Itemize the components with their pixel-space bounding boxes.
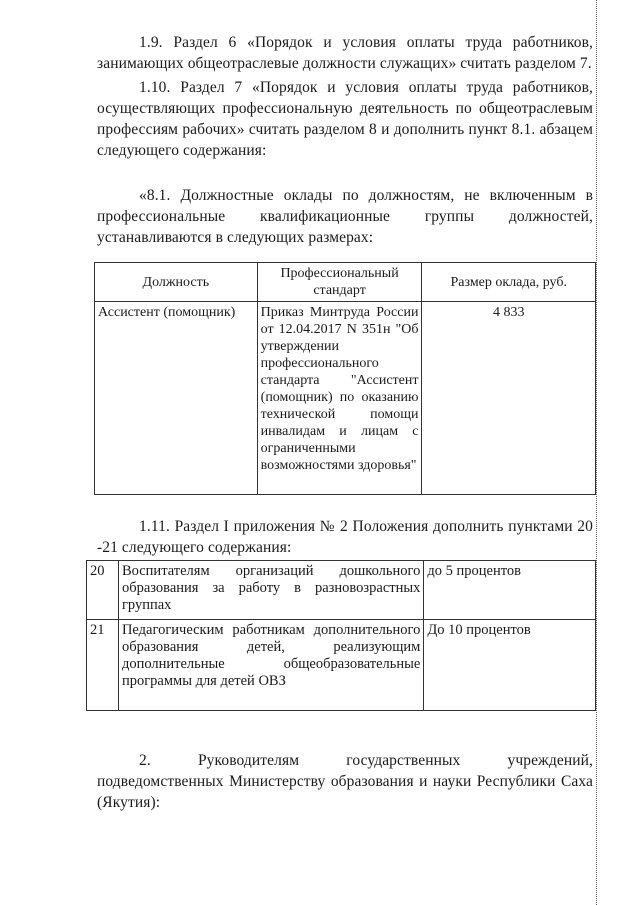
row-value: до 5 процентов bbox=[424, 561, 596, 620]
paragraph-8-1: «8.1. Должностные оклады по должностям, не включенным в профессиональные квалификационные группы должностей, устанавливаются в следующих размерах: bbox=[97, 187, 593, 246]
table-row bbox=[87, 561, 596, 620]
header-position: Должность bbox=[95, 263, 258, 302]
table-row bbox=[95, 302, 596, 495]
header-standard: Профессиональный стандарт bbox=[257, 263, 422, 302]
bonus-table bbox=[86, 560, 596, 711]
row-description: Педагогическим работникам дополнительного образования детей, реализующим дополнительные общеобразовательные программы для детей ОВЗ bbox=[118, 620, 423, 711]
row-value: До 10 процентов bbox=[424, 620, 596, 711]
header-salary: Размер оклада, руб. bbox=[422, 263, 596, 302]
row-description: Воспитателям организаций дошкольного образования за работу в разновозрастных группах bbox=[118, 561, 423, 620]
row-number: 21 bbox=[87, 620, 119, 711]
salary-table-header bbox=[95, 263, 596, 302]
standard-cell: Приказ Минтруда России от 12.04.2017 N 351н "Об утверждении профессионального стандарта "Ассистент (помощник) по оказанию технической помощи инвалидам и лицам с ограниченными возможностями здоровья" bbox=[257, 302, 422, 495]
salary-table bbox=[94, 262, 596, 495]
paragraph-1-9: 1.9. Раздел 6 «Порядок и условия оплаты труда работников, занимающих общеотраслевые должности служащих» считать разделом 7. bbox=[97, 34, 593, 72]
paragraph-1-10: 1.10. Раздел 7 «Порядок и условия оплаты труда работников, осуществляющих профессиональную деятельность по общеотраслевым профессиям рабочих» считать разделом 8 и дополнить пункт 8.1. абзацем следующего содержания: bbox=[97, 79, 593, 159]
position-cell: Ассистент (помощник) bbox=[95, 302, 258, 495]
scan-edge-line bbox=[596, 0, 597, 905]
paragraph-1-11: 1.11. Раздел I приложения № 2 Положения дополнить пунктами 20 -21 следующего содержания: bbox=[97, 518, 593, 556]
row-number: 20 bbox=[87, 561, 119, 620]
paragraph-2: 2. Руководителям государственных учреждений, подведомственных Министерству образования и науки Республики Саха (Якутия): bbox=[97, 752, 593, 811]
table-row bbox=[87, 620, 596, 711]
salary-cell: 4 833 bbox=[422, 302, 596, 495]
